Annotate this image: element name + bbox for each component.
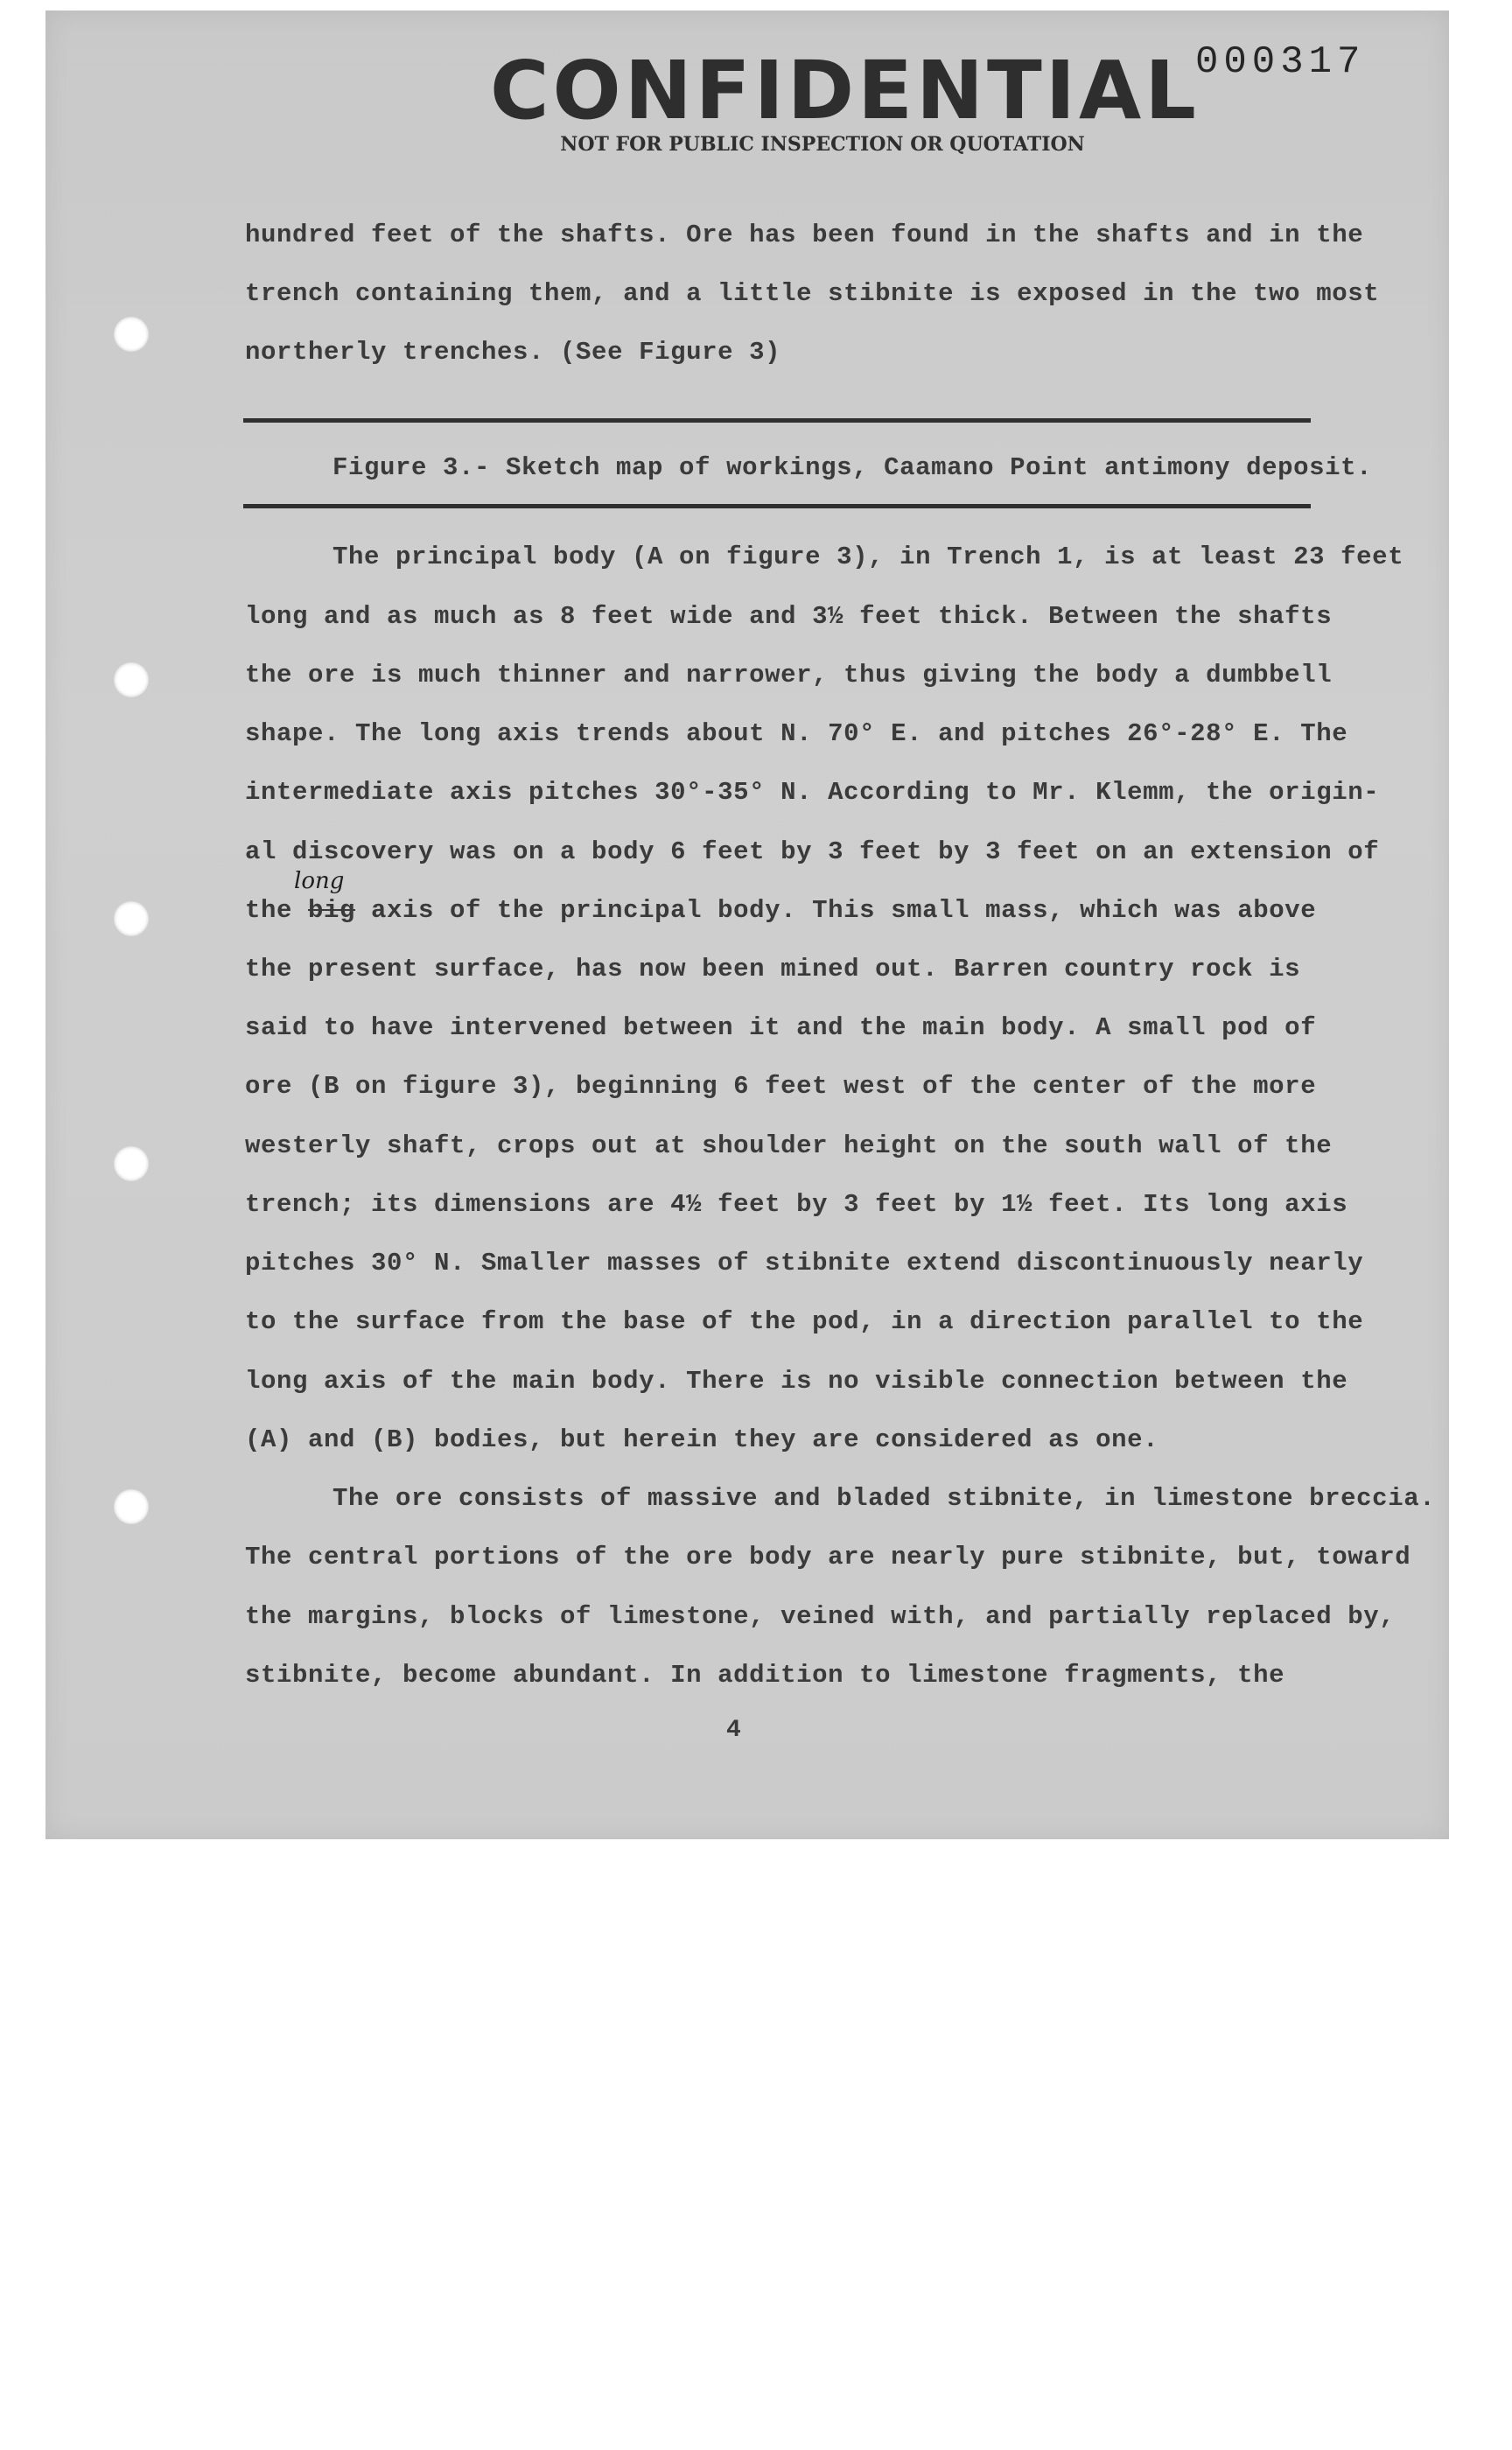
- text-span: axis of the principal body. This small mass, which was above: [355, 896, 1317, 925]
- punch-hole: [114, 1146, 149, 1181]
- stamp-subtitle: NOT FOR PUBLIC INSPECTION OR QUOTATION: [560, 133, 1085, 156]
- text-line: shape. The long axis trends about N. 70° E. and pitches 26°-28° E. The: [245, 719, 1348, 748]
- document-number: 000317: [1195, 40, 1366, 84]
- confidential-stamp: [490, 44, 1200, 156]
- text-line: trench containing them, and a little stibnite is exposed in the two most: [245, 279, 1380, 308]
- text-line: The central portions of the ore body are nearly pure stibnite, but, toward: [245, 1543, 1411, 1572]
- punch-hole: [114, 901, 149, 936]
- text-line: al discovery was on a body 6 feet by 3 feet by 3 feet on an extension of: [245, 837, 1380, 866]
- text-line: long axis of the main body. There is no visible connection between the: [245, 1367, 1348, 1396]
- text-line: ore (B on figure 3), beginning 6 feet west of the center of the more: [245, 1072, 1317, 1101]
- handwritten-insertion: long: [294, 868, 345, 894]
- figure-caption: Figure 3.- Sketch map of workings, Caamano Point antimony deposit.: [332, 453, 1373, 482]
- text-line: westerly shaft, crops out at shoulder height on the south wall of the: [245, 1131, 1333, 1160]
- caption-rule-bottom: [243, 504, 1311, 508]
- text-line: the present surface, has now been mined out. Barren country rock is: [245, 955, 1301, 984]
- text-line: trench; its dimensions are 4½ feet by 3 feet by 1½ feet. Its long axis: [245, 1190, 1348, 1219]
- text-line: to the surface from the base of the pod, in a direction parallel to the: [245, 1307, 1364, 1336]
- text-line: the ore is much thinner and narrower, thus giving the body a dumbbell: [245, 661, 1333, 690]
- punch-hole: [114, 662, 149, 697]
- text-line: The principal body (A on figure 3), in Trench 1, is at least 23 feet: [332, 542, 1404, 571]
- caption-rule-top: [243, 418, 1311, 423]
- text-line: The ore consists of massive and bladed stibnite, in limestone breccia.: [332, 1484, 1436, 1513]
- punch-hole: [114, 1489, 149, 1524]
- text-line: pitches 30° N. Smaller masses of stibnite extend discontinuously nearly: [245, 1249, 1364, 1278]
- struck-word: big: [308, 896, 356, 925]
- text-line: long and as much as 8 feet wide and 3½ feet thick. Between the shafts: [245, 602, 1333, 631]
- text-line: northerly trenches. (See Figure 3): [245, 338, 781, 367]
- stamp-title: CONFIDENTIAL: [490, 44, 1200, 137]
- punch-hole: [114, 317, 149, 352]
- text-span: the: [245, 896, 309, 925]
- text-line: (A) and (B) bodies, but herein they are considered as one.: [245, 1425, 1159, 1454]
- text-line: hundred feet of the shafts. Ore has been found in the shafts and in the: [245, 220, 1364, 249]
- text-line: intermediate axis pitches 30°-35° N. According to Mr. Klemm, the origin-: [245, 778, 1380, 807]
- edited-text-line: [245, 896, 1316, 925]
- text-line: stibnite, become abundant. In addition to limestone fragments, the: [245, 1661, 1285, 1690]
- text-line: the margins, blocks of limestone, veined with, and partially replaced by,: [245, 1602, 1396, 1631]
- text-line: said to have intervened between it and the main body. A small pod of: [245, 1013, 1317, 1042]
- page-number: 4: [726, 1717, 741, 1744]
